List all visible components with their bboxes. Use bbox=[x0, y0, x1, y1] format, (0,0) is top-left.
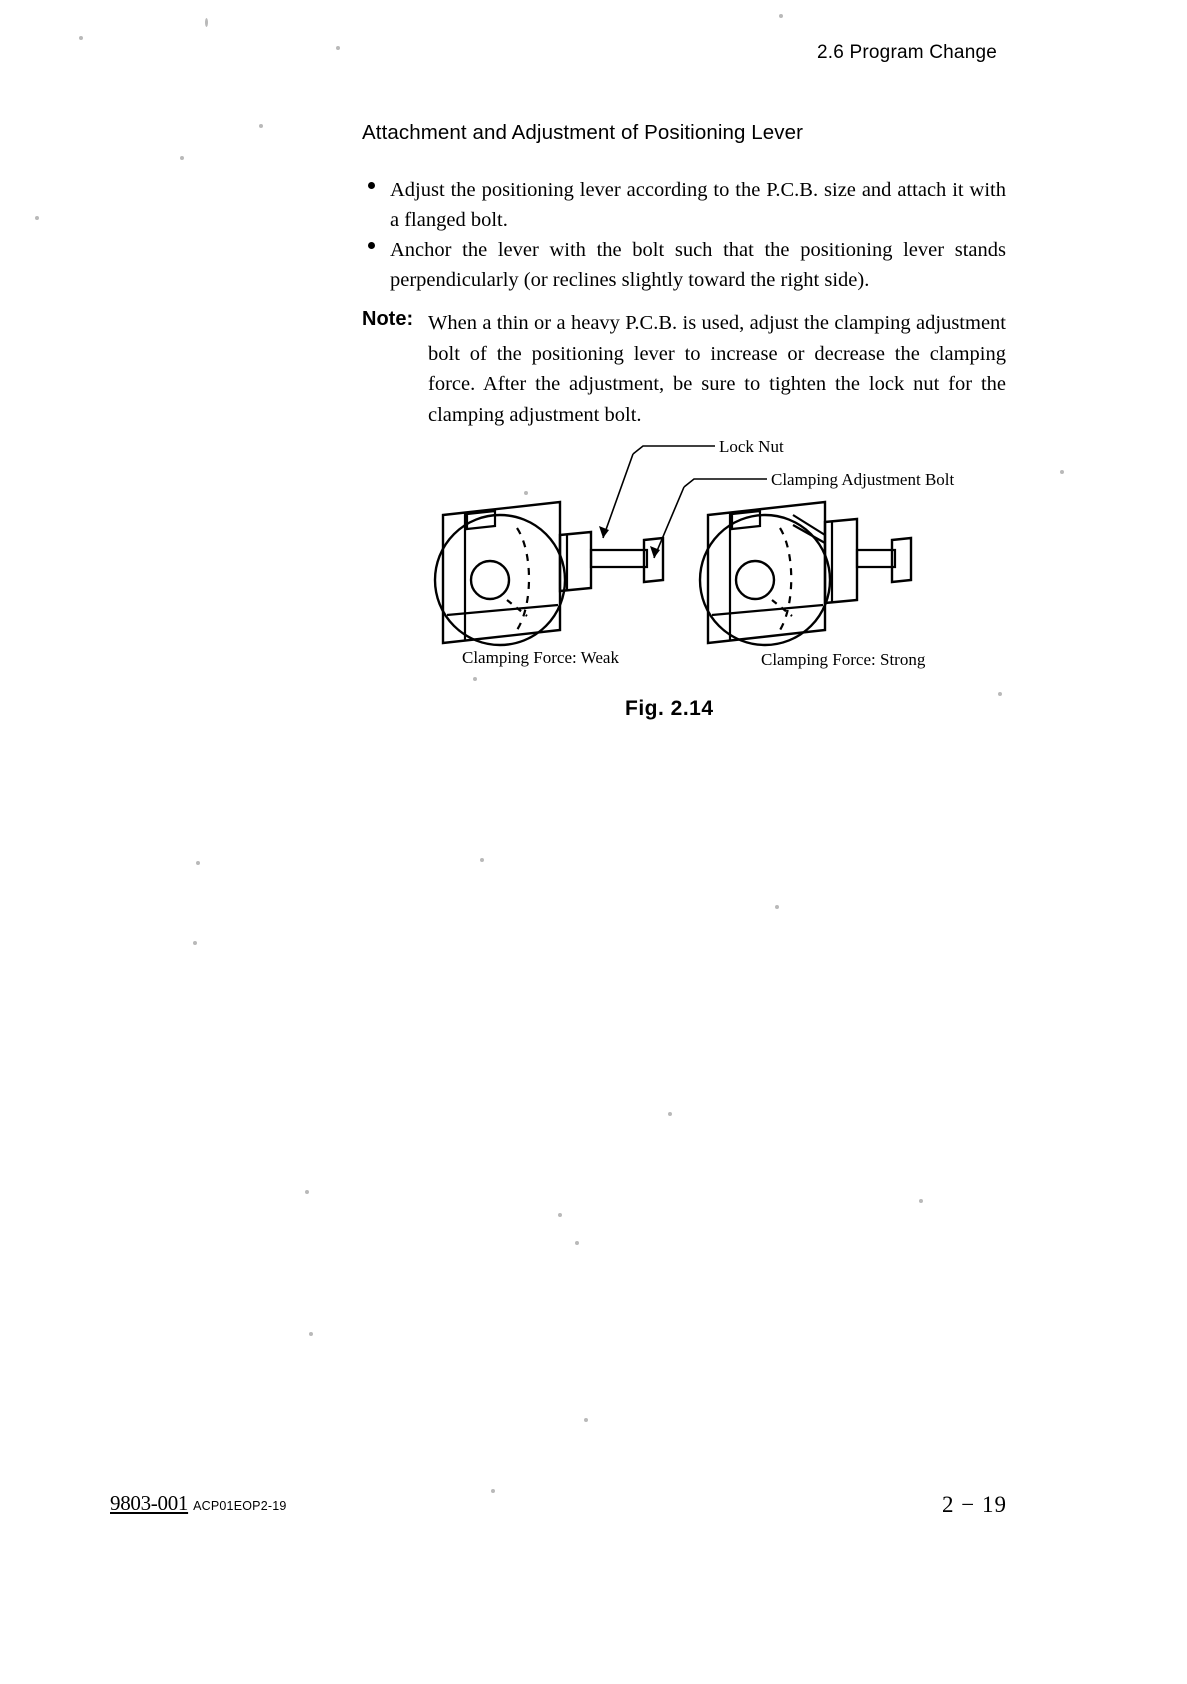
document-sub-code: ACP01EOP2-19 bbox=[193, 1499, 287, 1513]
scan-speck bbox=[779, 14, 783, 18]
figure-2-14 bbox=[395, 440, 955, 730]
scan-speck bbox=[305, 1190, 309, 1194]
bullet-list bbox=[366, 175, 1006, 295]
list-item-text: Adjust the positioning lever according to the P.C.B. size and attach it with a flanged bolt. bbox=[390, 179, 1006, 231]
figure-caption-right: Clamping Force: Strong bbox=[761, 650, 926, 669]
scan-speck bbox=[336, 46, 340, 50]
scan-speck bbox=[775, 905, 779, 909]
list-item-text: Anchor the lever with the bolt such that the positioning lever stands perpendicularly (or reclines slightly toward the right side). bbox=[390, 239, 1006, 291]
scan-speck bbox=[668, 1112, 672, 1116]
callout-clamping-bolt-text: Clamping Adjustment Bolt bbox=[771, 470, 955, 489]
bullet-dot-icon bbox=[368, 182, 375, 189]
document-code: 9803-001 bbox=[110, 1491, 189, 1515]
scan-speck bbox=[584, 1418, 588, 1422]
scan-speck bbox=[180, 156, 184, 160]
scan-speck bbox=[491, 1489, 495, 1493]
scan-speck bbox=[193, 941, 197, 945]
note-block bbox=[362, 308, 1006, 430]
scan-speck bbox=[205, 18, 208, 27]
scan-speck bbox=[259, 124, 263, 128]
callout-lock-nut-text: Lock Nut bbox=[719, 440, 784, 456]
list-item bbox=[366, 175, 1006, 235]
scan-speck bbox=[35, 216, 39, 220]
scan-speck bbox=[524, 491, 528, 495]
bullet-dot-icon bbox=[368, 242, 375, 249]
list-item bbox=[366, 235, 1006, 295]
footer-left bbox=[110, 1491, 287, 1516]
section-title: Attachment and Adjustment of Positioning Lever bbox=[362, 121, 804, 144]
scan-speck bbox=[558, 1213, 562, 1217]
scan-speck bbox=[79, 36, 83, 40]
scan-speck bbox=[196, 861, 200, 865]
scan-speck bbox=[919, 1199, 923, 1203]
scan-speck bbox=[473, 677, 477, 681]
note-text: When a thin or a heavy P.C.B. is used, adjust the clamping adjustment bolt of the positioning lever to increase or decrease the clamping force. After the adjustment, be sure to tighten the lock nut for the clamping adjustment bolt. bbox=[428, 312, 1006, 426]
scan-speck bbox=[309, 1332, 313, 1336]
scan-speck bbox=[1060, 470, 1064, 474]
figure-drawing bbox=[395, 440, 955, 730]
note-label: Note: bbox=[362, 308, 414, 330]
scan-speck bbox=[480, 858, 484, 862]
scan-speck bbox=[575, 1241, 579, 1245]
running-head: 2.6 Program Change bbox=[817, 42, 997, 63]
figure-caption-left: Clamping Force: Weak bbox=[462, 648, 619, 667]
page-number: 2 − 19 bbox=[942, 1492, 1007, 1517]
figure-label: Fig. 2.14 bbox=[625, 697, 714, 720]
scan-speck bbox=[998, 692, 1002, 696]
